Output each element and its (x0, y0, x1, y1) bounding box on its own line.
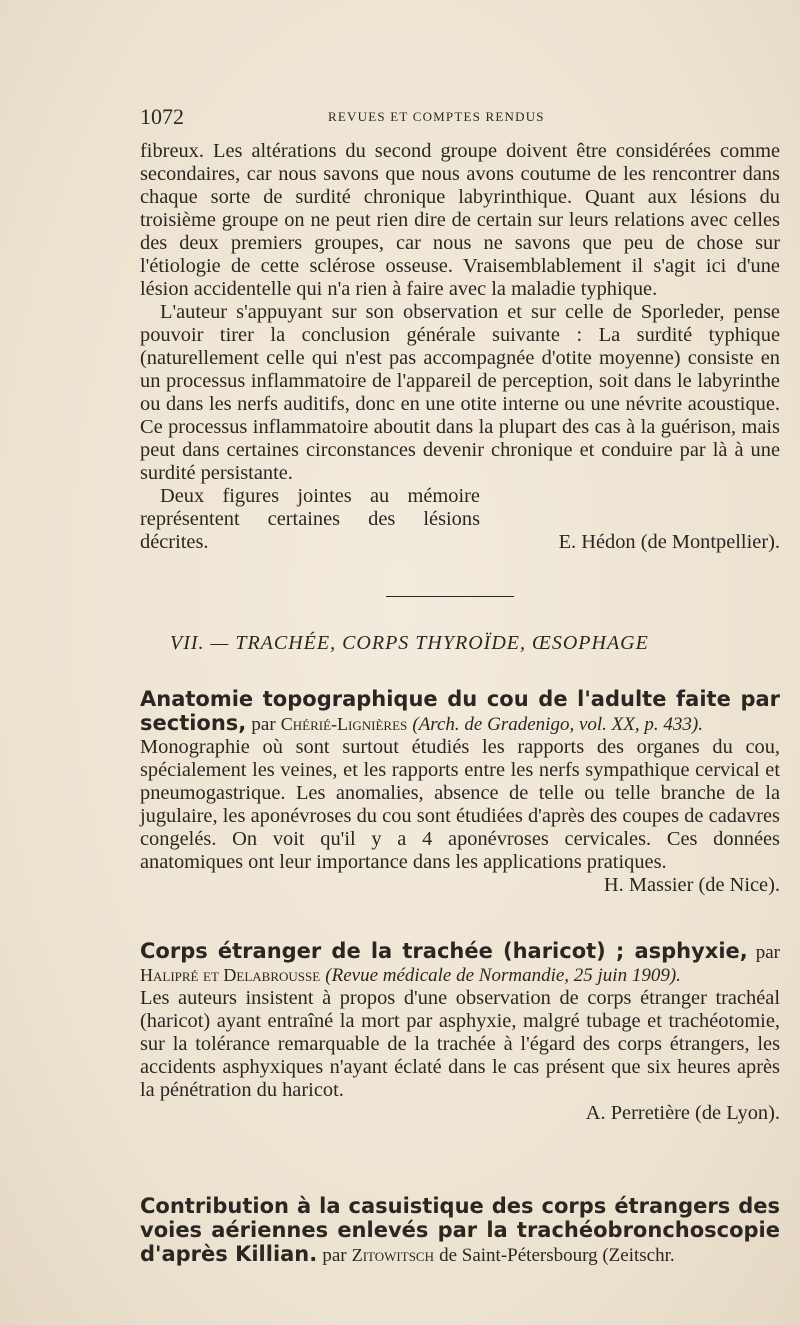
signature: E. Hédon (de Montpellier). (558, 531, 780, 553)
article-3 (140, 1195, 780, 1267)
section-divider (386, 596, 514, 597)
article-author: Zitowitsch (351, 1245, 434, 1265)
article-by: par (251, 714, 276, 735)
article-1 (140, 688, 780, 897)
running-head: REVUES ET COMPTES RENDUS (328, 109, 545, 124)
article-text: Monographie où sont surtout étudiés les rapports des organes du cou, spécialement les veines, et les rapports entre les nerfs sympathique cervical et pneumogastrique. Les anomalies, absence de telle ou telle branche de la jugulaire, les aponévroses du cou sont étudiées d'après des coupes de cadavres congelés. On voit qu'il y a 4 aponévroses cervicales. Ces données anatomiques ont leur importance dans les applications pratiques. (140, 736, 780, 873)
continuation-text (140, 140, 780, 554)
article-by: par (322, 1245, 347, 1266)
signature: H. Massier (de Nice). (603, 874, 780, 896)
section-title: VII. — TRACHÉE, CORPS THYROÏDE, ŒSOPHAGE (170, 632, 649, 654)
page-header (140, 104, 780, 132)
signature: A. Perretière (de Lyon). (585, 1102, 780, 1124)
article-title: Corps étranger de la trachée (haricot) ; asphyxie, (140, 939, 748, 963)
article-reference: (Revue médicale de Normandie, 25 juin 1909). (325, 965, 681, 986)
paragraph-with-signature (140, 485, 780, 554)
paragraph: fibreux. Les altérations du second groupe doivent être considérées comme secondaires, car nous savons que nous avons coutume de les rencontrer dans chaque sorte de surdité chronique labyrinthique. Quant aux lésions du troisième groupe on ne peut rien dire de certain sur leurs relations avec celles des deux premiers groupes, car nous ne savons que peu de chose sur l'étiologie de cette sclérose osseuse. Vraisemblablement il s'agit ici d'une lésion accidentelle qui n'a rien à faire avec la maladie typhique. (140, 140, 780, 300)
article-author: Halipré et Delabrousse (140, 965, 321, 985)
article-reference: (Arch. de Gradenigo, vol. XX, p. 433). (412, 714, 703, 735)
page-number: 1072 (140, 104, 184, 129)
article-by: par (755, 942, 780, 963)
article-2 (140, 940, 780, 1125)
article-author: Chérié-Lignières (280, 714, 408, 734)
paragraph: L'auteur s'appuyant sur son observation et sur celle de Sporleder, pense pouvoir tirer la conclusion générale suivante : La surdité typhique (naturellement celle qui n'est pas accompagnée d'otite moyenne) consiste en un processus inflammatoire de l'appareil de perception, soit dans le labyrinthe ou dans les nerfs auditifs, donc en une otite interne ou une névrite acoustique. Ce processus inflammatoire aboutit dans la plupart des cas à la guérison, mais peut dans certaines circonstances devenir chronique et conduire par là à une surdité persistante. (140, 301, 780, 484)
article-title: Anatomie topographique du cou de l'adulte faite par sections, (140, 687, 780, 735)
paragraph: Deux figures jointes au mémoire représentent certaines des lésions décrites. (140, 485, 480, 553)
article-title: Contribution à la casuistique des corps étrangers des voies aériennes enlevés par la trachéobronchoscopie d'après Killian. (140, 1194, 780, 1266)
article-reference: de Saint-Pétersbourg (Zeitschr. (439, 1245, 675, 1266)
article-text: Les auteurs insistent à propos d'une observation de corps étranger trachéal (haricot) ayant entraîné la mort par asphyxie, malgré tubage et trachéotomie, sur la tolérance remarquable de la trachée à l'égard des corps étrangers, les accidents asphyxiques n'ayant éclaté dans le cas présent que six heures après la pénétration du haricot. (140, 987, 780, 1101)
